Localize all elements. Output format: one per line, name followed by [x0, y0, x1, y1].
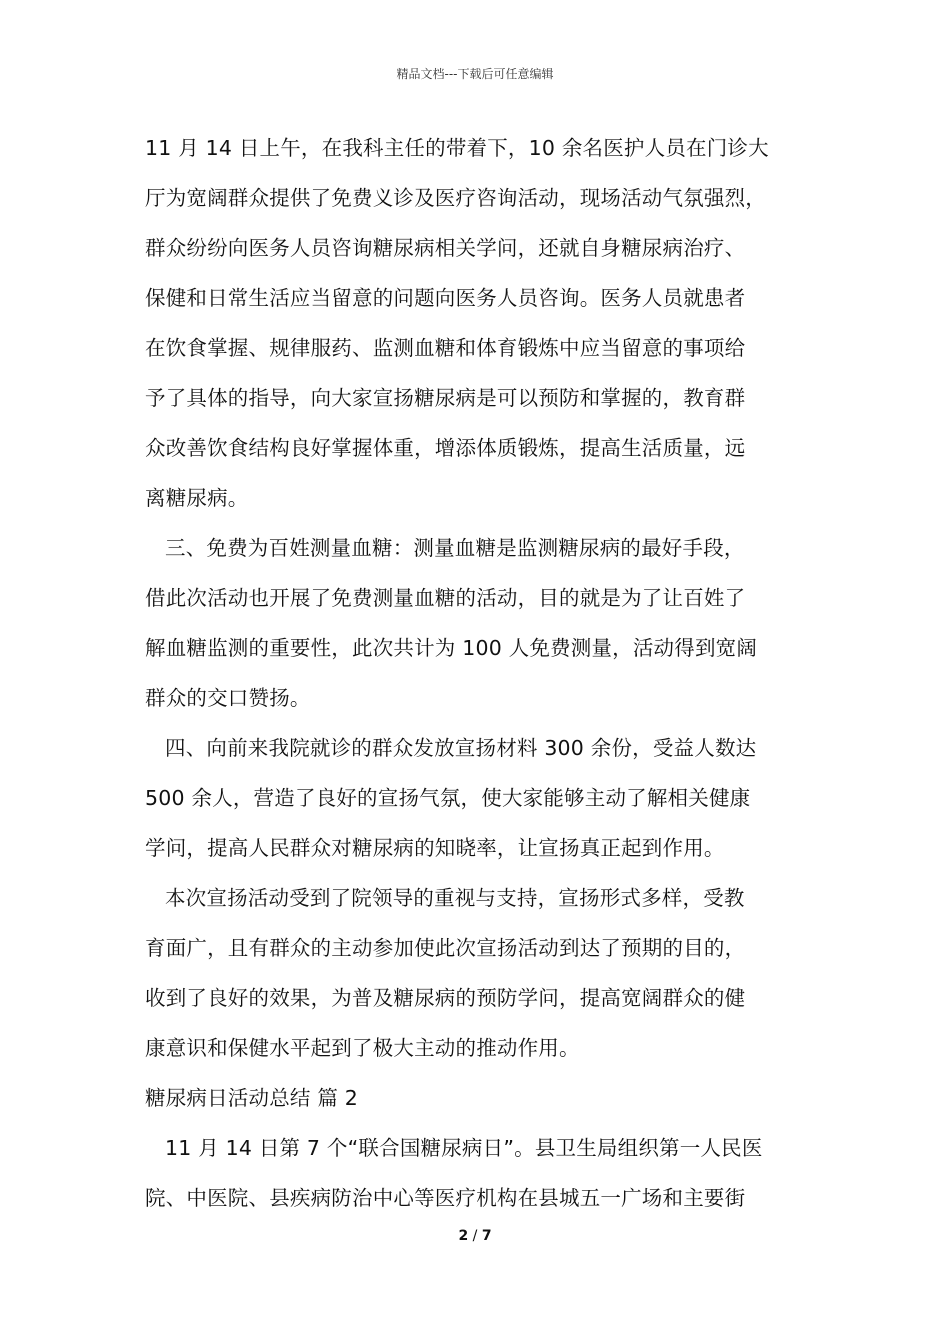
text-line: 在饮食掌握、规律服药、监测血糖和体育锻炼中应当留意的事项给	[145, 336, 746, 360]
text-line: 500 余人，营造了良好的宣扬气氛，使大家能够主动了解相关健康	[145, 786, 751, 810]
text-line: 群众纷纷向医务人员咨询糖尿病相关学问，还就自身糖尿病治疗、	[145, 236, 746, 260]
text-line: 11 月 14 日上午，在我科主任的带着下，10 余名医护人员在门诊大	[145, 136, 769, 160]
paragraph-start-summary: 本次宣扬活动受到了院领导的重视与支持，宣扬形式多样，受教	[165, 886, 745, 910]
text-line: 康意识和保健水平起到了极大主动的推动作用。	[145, 1036, 580, 1060]
text-line: 收到了良好的效果，为普及糖尿病的预防学问，提高宽阔群众的健	[145, 986, 746, 1010]
text-line: 保健和日常生活应当留意的问题向医务人员咨询。医务人员就患者	[145, 286, 746, 310]
text-line: 院、中医院、县疾病防治中心等医疗机构在县城五一广场和主要街	[145, 1186, 746, 1210]
paragraph-start-part2: 11 月 14 日第 7 个“联合国糖尿病日”。县卫生局组织第一人民医	[165, 1136, 763, 1160]
current-page: 2	[458, 1228, 469, 1244]
text-line: 学问，提高人民群众对糖尿病的知晓率，让宣扬真正起到作用。	[145, 836, 725, 860]
text-line: 厅为宽阔群众提供了免费义诊及医疗咨询活动，现场活动气氛强烈，	[145, 186, 766, 210]
paragraph-start-three: 三、免费为百姓测量血糖：测量血糖是监测糖尿病的最好手段，	[165, 536, 745, 560]
total-pages: 7	[481, 1228, 492, 1244]
text-line: 解血糖监测的重要性，此次共计为 100 人免费测量，活动得到宽阔	[145, 636, 758, 660]
document-body	[145, 123, 825, 1223]
page-header: 精品文档---下载后可任意编辑	[396, 67, 554, 81]
text-line: 予了具体的指导，向大家宣扬糖尿病是可以预防和掌握的，教育群	[145, 386, 746, 410]
page-number	[0, 1226, 950, 1246]
paragraph-start-four: 四、向前来我院就诊的群众发放宣扬材料 300 余份，受益人数达	[165, 736, 757, 760]
section-heading: 糖尿病日活动总结 篇 2	[145, 1086, 358, 1110]
text-line: 借此次活动也开展了免费测量血糖的活动，目的就是为了让百姓了	[145, 586, 746, 610]
text-line: 众改善饮食结构良好掌握体重，增添体质锻炼，提高生活质量，远	[145, 436, 746, 460]
page-separator: /	[468, 1228, 482, 1244]
text-line: 离糖尿病。	[145, 486, 249, 510]
text-line: 育面广，且有群众的主动参加使此次宣扬活动到达了预期的目的，	[145, 936, 746, 960]
text-line: 群众的交口赞扬。	[145, 686, 311, 710]
